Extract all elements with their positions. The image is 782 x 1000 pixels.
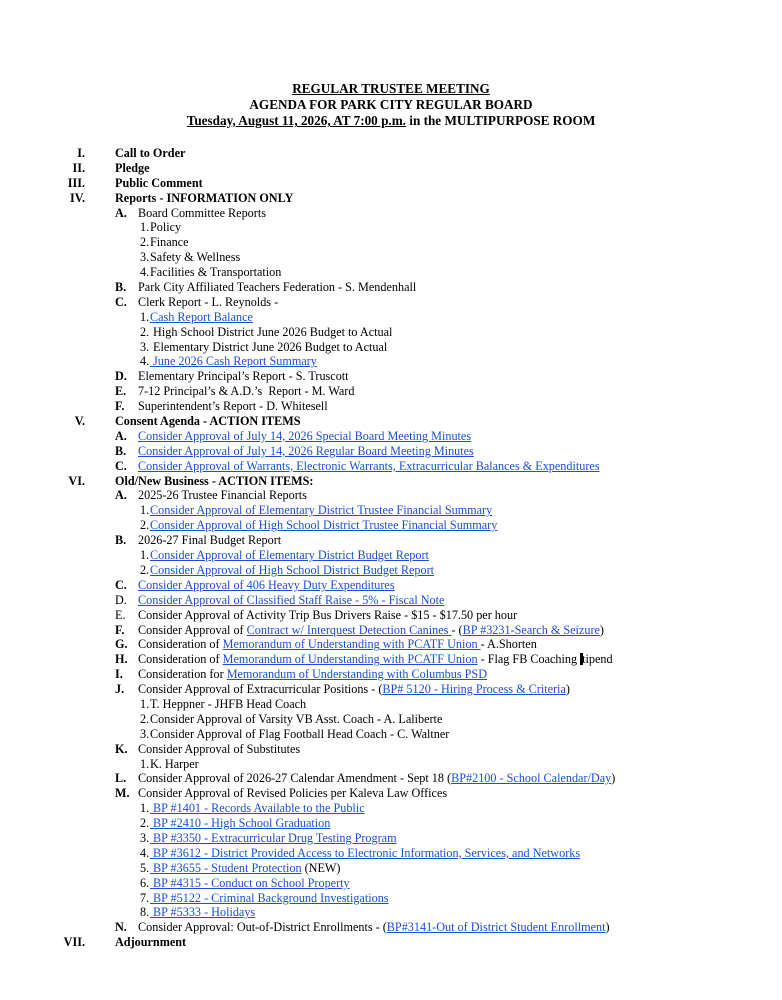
item-letter: K. xyxy=(115,741,128,756)
sub-item xyxy=(0,503,782,518)
agenda-item xyxy=(0,369,782,384)
item-text: ) xyxy=(611,771,616,786)
bp-4315-link[interactable]: BP #4315 - Conduct on School Property xyxy=(150,875,350,890)
item-text: Consider Approval of Extracurricular Positions - ( xyxy=(138,682,383,697)
section-adjournment xyxy=(0,935,782,950)
agenda-header xyxy=(0,81,782,129)
agenda-item xyxy=(0,429,782,444)
section-title: Adjournment xyxy=(115,935,187,950)
meeting-date-location xyxy=(0,113,782,129)
item-letter: H. xyxy=(115,652,128,667)
sub-number: 1. xyxy=(140,548,150,563)
sub-item xyxy=(0,861,782,876)
sub-item xyxy=(0,220,782,235)
sub-number: 3. xyxy=(140,726,150,741)
sub-item xyxy=(0,310,782,325)
item-letter: B. xyxy=(115,533,127,548)
sub-number: 1. xyxy=(140,696,150,711)
item-letter: J. xyxy=(115,682,125,697)
sub-number: 4. xyxy=(140,845,150,860)
sub-item xyxy=(0,548,782,563)
sub-item xyxy=(0,563,782,578)
item-text: - ( xyxy=(451,622,463,637)
sub-number: 4. xyxy=(140,354,150,369)
agenda-item xyxy=(0,920,782,935)
sub-item xyxy=(0,354,782,369)
sub-text: High School District June 2026 Budget to Actual xyxy=(150,324,393,339)
agenda-item xyxy=(0,280,782,295)
item-text: Consideration of xyxy=(138,637,223,652)
item-letter: G. xyxy=(115,637,128,652)
heavy-duty-expenditures-link[interactable]: Consider Approval of 406 Heavy Duty Expenditures xyxy=(138,577,395,592)
sub-text: K. Harper xyxy=(150,756,199,771)
section-number: VII. xyxy=(63,935,85,950)
item-text: Consideration of xyxy=(138,652,223,667)
item-text: ) xyxy=(565,682,570,697)
item-letter: E. xyxy=(115,607,126,622)
sub-item xyxy=(0,891,782,906)
sub-number: 2. xyxy=(140,324,150,339)
agenda-list xyxy=(0,146,782,950)
agenda-item xyxy=(0,742,782,757)
section-number: VI. xyxy=(68,473,85,488)
bp-5333-link[interactable]: BP #5333 - Holidays xyxy=(150,905,256,920)
bp-1401-link[interactable]: BP #1401 - Records Available to the Public xyxy=(150,801,365,816)
sub-text: Facilities & Transportation xyxy=(150,265,282,280)
item-letter: A. xyxy=(115,205,127,220)
item-letter: D. xyxy=(115,369,127,384)
sub-number: 2. xyxy=(140,816,150,831)
agenda-item xyxy=(0,771,782,786)
item-text: Consider Approval of Activity Trip Bus Drivers Raise - $15 - $17.50 per hour xyxy=(138,607,518,622)
elem-budget-report-link[interactable]: Consider Approval of Elementary District Budget Report xyxy=(150,548,429,563)
item-letter: N. xyxy=(115,920,127,935)
agenda-item xyxy=(0,384,782,399)
item-text: tipend xyxy=(582,652,613,667)
sub-item xyxy=(0,250,782,265)
agenda-item xyxy=(0,593,782,608)
elem-financial-summary-link[interactable]: Consider Approval of Elementary District Trustee Financial Summary xyxy=(150,503,493,518)
agenda-item xyxy=(0,206,782,221)
sub-text: Consider Approval of Varsity VB Asst. Coach - A. Laliberte xyxy=(150,711,443,726)
interquest-contract-link[interactable]: Contract w/ Interquest Detection Canines xyxy=(246,622,452,637)
sub-item xyxy=(0,325,782,340)
new-tag: (NEW) xyxy=(301,860,341,875)
sub-number: 1. xyxy=(140,220,150,235)
section-title: Pledge xyxy=(115,160,150,175)
item-text: Clerk Report - L. Reynolds - xyxy=(138,294,279,309)
regular-minutes-link[interactable]: Consider Approval of July 14, 2026 Regular Board Meeting Minutes xyxy=(138,443,474,458)
item-letter: L. xyxy=(115,771,127,786)
item-letter: I. xyxy=(115,667,123,682)
sub-number: 3. xyxy=(140,339,150,354)
item-text: Consider Approval of xyxy=(138,622,247,637)
sub-text: Consider Approval of Flag Football Head Coach - C. Waltner xyxy=(150,726,450,741)
meeting-location: in the MULTIPURPOSE ROOM xyxy=(405,113,596,128)
item-text: 7-12 Principal’s & A.D.’s Report - M. Ward xyxy=(138,384,355,399)
bp-3612-link[interactable]: BP #3612 - District Provided Access to Electronic Information, Services, and Networks xyxy=(150,845,581,860)
item-text: - A.Shorten xyxy=(480,637,537,652)
sub-number: 2. xyxy=(140,562,150,577)
sub-item xyxy=(0,697,782,712)
agenda-item xyxy=(0,682,782,697)
bp-3231-link[interactable]: BP #3231-Search & Seizure xyxy=(462,622,600,637)
agenda-item xyxy=(0,623,782,638)
cash-report-balance-link[interactable]: Cash Report Balance xyxy=(150,309,253,324)
agenda-item xyxy=(0,533,782,548)
bp-2100-link[interactable]: BP#2100 - School Calendar/Day xyxy=(451,771,612,786)
meeting-date: Tuesday, August 11, 2026, AT 7:00 p.m. xyxy=(186,113,406,128)
item-text: Board Committee Reports xyxy=(138,205,266,220)
sub-number: 6. xyxy=(140,875,150,890)
item-text: - Flag FB Coaching xyxy=(477,652,581,667)
agenda-item xyxy=(0,488,782,503)
sub-number: 1. xyxy=(140,503,150,518)
item-text: 2026-27 Final Budget Report xyxy=(138,533,282,548)
item-letter: F. xyxy=(115,399,125,414)
agenda-item xyxy=(0,667,782,682)
sub-item xyxy=(0,265,782,280)
sub-number: 1. xyxy=(140,309,150,324)
item-text: Consider Approval of Revised Policies per Kaleva Law Offices xyxy=(138,786,448,801)
sub-text: T. Heppner - JHFB Head Coach xyxy=(150,696,307,711)
sub-number: 2. xyxy=(140,235,150,250)
item-text: Park City Affiliated Teachers Federation - S. Mendenhall xyxy=(138,280,417,295)
sub-text: Elementary District June 2026 Budget to Actual xyxy=(150,339,388,354)
sub-item xyxy=(0,727,782,742)
section-title: Call to Order xyxy=(115,146,186,160)
bp-5122-link[interactable]: BP #5122 - Criminal Background Investigations xyxy=(150,890,389,905)
bp-5120-link[interactable]: BP# 5120 - Hiring Process & Criteria xyxy=(382,682,566,697)
section-number: IV. xyxy=(69,190,85,205)
sub-item xyxy=(0,905,782,920)
sub-item xyxy=(0,816,782,831)
item-letter: A. xyxy=(115,428,127,443)
bp-3141-link[interactable]: BP#3141-Out of District Student Enrollment xyxy=(386,920,606,935)
sub-item xyxy=(0,712,782,727)
item-letter: B. xyxy=(115,280,127,295)
special-minutes-link[interactable]: Consider Approval of July 14, 2026 Special Board Meeting Minutes xyxy=(138,428,472,443)
section-public-comment xyxy=(0,176,782,191)
sub-number: 3. xyxy=(140,250,150,265)
warrants-link[interactable]: Consider Approval of Warrants, Electronic Warrants, Extracurricular Balances & Expenditures xyxy=(138,458,600,473)
classified-staff-raise-link[interactable]: Consider Approval of Classified Staff Raise - 5% - Fiscal Note xyxy=(138,592,445,607)
sub-number: 1. xyxy=(140,801,150,816)
sub-number: 2. xyxy=(140,518,150,533)
bp-3655-link[interactable]: BP #3655 - Student Protection xyxy=(150,860,302,875)
item-letter: C. xyxy=(115,458,127,473)
meeting-title: REGULAR TRUSTEE MEETING xyxy=(292,81,490,96)
sub-number: 5. xyxy=(140,860,150,875)
item-text: Superintendent’s Report - D. Whitesell xyxy=(138,399,328,414)
item-letter: F. xyxy=(115,622,125,637)
item-text: Consider Approval: Out-of-District Enrollments - ( xyxy=(138,920,387,935)
sub-item xyxy=(0,757,782,772)
sub-item xyxy=(0,801,782,816)
item-text: Elementary Principal’s Report - S. Truscott xyxy=(138,369,349,384)
item-letter: E. xyxy=(115,384,127,399)
pcatf-mou-flag-fb-link[interactable]: Memorandum of Understanding with PCATF Union xyxy=(222,652,478,667)
item-text: 2025-26 Trustee Financial Reports xyxy=(138,488,307,503)
agenda-item xyxy=(0,444,782,459)
agenda-item xyxy=(0,578,782,593)
sub-number: 4. xyxy=(140,265,150,280)
sub-item xyxy=(0,518,782,533)
agenda-item xyxy=(0,652,782,667)
agenda-item xyxy=(0,459,782,474)
item-text: ) xyxy=(599,622,604,637)
section-consent-agenda xyxy=(0,414,782,429)
section-number: II. xyxy=(72,160,85,175)
hs-budget-report-link[interactable]: Consider Approval of High School District Budget Report xyxy=(150,562,435,577)
section-call-to-order xyxy=(0,146,782,161)
item-text: Consider Approval of 2026-27 Calendar Amendment - Sept 18 ( xyxy=(138,771,452,786)
section-title: Consent Agenda - ACTION ITEMS xyxy=(115,414,301,429)
item-letter: C. xyxy=(115,294,127,309)
pcatf-mou-link[interactable]: Memorandum of Understanding with PCATF Union xyxy=(222,637,481,652)
item-text: Consideration for xyxy=(138,667,227,682)
item-text: ) xyxy=(605,920,610,935)
agenda-item xyxy=(0,295,782,310)
sub-item xyxy=(0,831,782,846)
agenda-item xyxy=(0,786,782,801)
sub-number: 7. xyxy=(140,890,150,905)
section-number: V. xyxy=(74,414,85,429)
sub-item xyxy=(0,340,782,355)
columbus-psd-mou-link[interactable]: Memorandum of Understanding with Columbus PSD xyxy=(226,667,488,682)
sub-text: Safety & Wellness xyxy=(150,250,241,265)
item-letter: M. xyxy=(115,786,130,801)
sub-text: Finance xyxy=(150,235,189,250)
sub-text: Policy xyxy=(150,220,182,235)
agenda-item xyxy=(0,608,782,623)
section-title: Reports - INFORMATION ONLY xyxy=(115,190,294,205)
sub-number: 3. xyxy=(140,830,150,845)
section-reports xyxy=(0,191,782,206)
agenda-item xyxy=(0,637,782,652)
agenda-title: AGENDA FOR PARK CITY REGULAR BOARD xyxy=(249,97,533,112)
cash-report-summary-link[interactable]: June 2026 Cash Report Summary xyxy=(150,354,317,369)
section-number: III. xyxy=(67,175,85,190)
hs-financial-summary-link[interactable]: Consider Approval of High School District Trustee Financial Summary xyxy=(150,518,498,533)
section-old-new-business xyxy=(0,474,782,489)
agenda-item xyxy=(0,399,782,414)
bp-3350-link[interactable]: BP #3350 - Extracurricular Drug Testing Program xyxy=(150,830,397,845)
sub-item xyxy=(0,846,782,861)
sub-item xyxy=(0,235,782,250)
section-number: I. xyxy=(77,146,85,160)
item-letter: C. xyxy=(115,577,127,592)
section-title: Public Comment xyxy=(115,175,203,190)
sub-number: 8. xyxy=(140,905,150,920)
section-pledge xyxy=(0,161,782,176)
sub-number: 1. xyxy=(140,756,150,771)
item-text: Consider Approval of Substitutes xyxy=(138,741,301,756)
item-letter: A. xyxy=(115,488,127,503)
item-letter: B. xyxy=(115,443,127,458)
sub-item xyxy=(0,876,782,891)
item-letter: D. xyxy=(115,592,127,607)
sub-number: 2. xyxy=(140,711,150,726)
bp-2410-link[interactable]: BP #2410 - High School Graduation xyxy=(150,816,331,831)
section-title: Old/New Business - ACTION ITEMS: xyxy=(115,473,314,488)
